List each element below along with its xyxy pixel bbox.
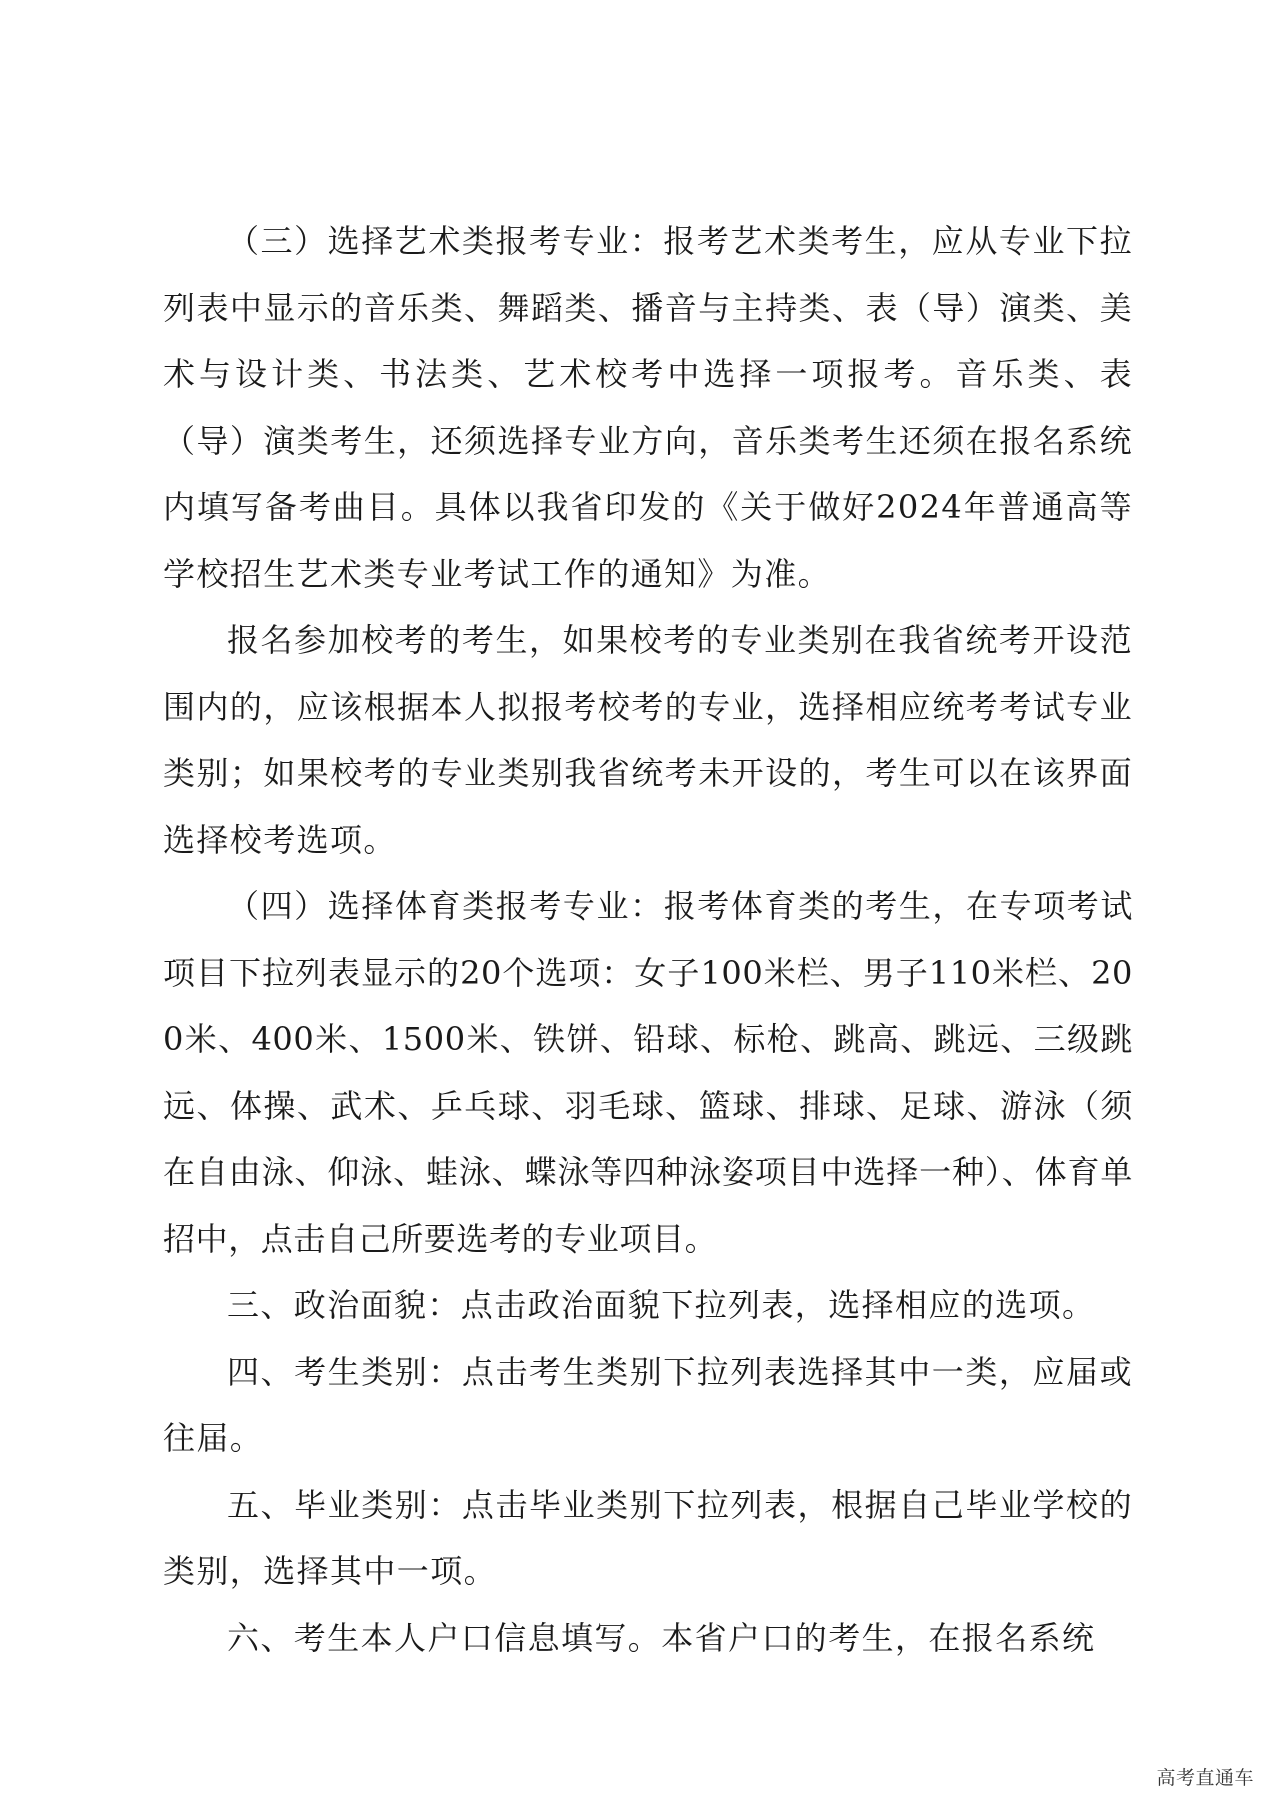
paragraph-political-status: 三、政治面貌：点击政治面貌下拉列表，选择相应的选项。 — [227, 1286, 1096, 1324]
paragraph-graduation-category: 五、毕业类别：点击毕业类别下拉列表，根据自己毕业学校的类别，选择其中一项。 — [163, 1485, 1133, 1590]
paragraph-household-registration: 六、考生本人户口信息填写。本省户口的考生，在报名系统 — [227, 1618, 1096, 1657]
paragraph-art-major: （三）选择艺术类报考专业：报考艺术类考生，应从专业下拉列表中显示的音乐类、舞蹈类、播音与主持类、表（导）演类、美术与设计类、书法类、艺术校考中选择一项报考。音乐类、表（导）演类考生，还须选择专业方向，音乐类考生还须在报名系统内填写备考曲目。具体以我省印发的《关于做好2024年普通高等学校招生艺术类专业考试工作的通知》为准。 — [163, 222, 1133, 593]
watermark-logo-text: 高考直通车 — [1152, 1761, 1258, 1792]
paragraph-school-exam: 报名参加校考的考生，如果校考的专业类别在我省统考开设范围内的，应该根据本人拟报考校考的专业，选择相应统考考试专业类别；如果校考的专业类别我省统考未开设的，考生可以在该界面选择校考选项。 — [163, 621, 1133, 859]
document-body — [163, 208, 1133, 1671]
paragraph-sports-major: （四）选择体育类报考专业：报考体育类的考生，在专项考试项目下拉列表显示的20个选项：女子100米栏、男子110米栏、200米、400米、1500米、铁饼、铅球、标枪、跳高、跳远、三级跳远、体操、武术、乒乓球、羽毛球、篮球、排球、足球、游泳（须在自由泳、仰泳、蛙泳、蝶泳等四种泳姿项目中选择一种）、体育单招中，点击自己所要选考的专业项目。 — [163, 887, 1133, 1258]
paragraph-candidate-category: 四、考生类别：点击考生类别下拉列表选择其中一类，应届或往届。 — [163, 1352, 1133, 1457]
